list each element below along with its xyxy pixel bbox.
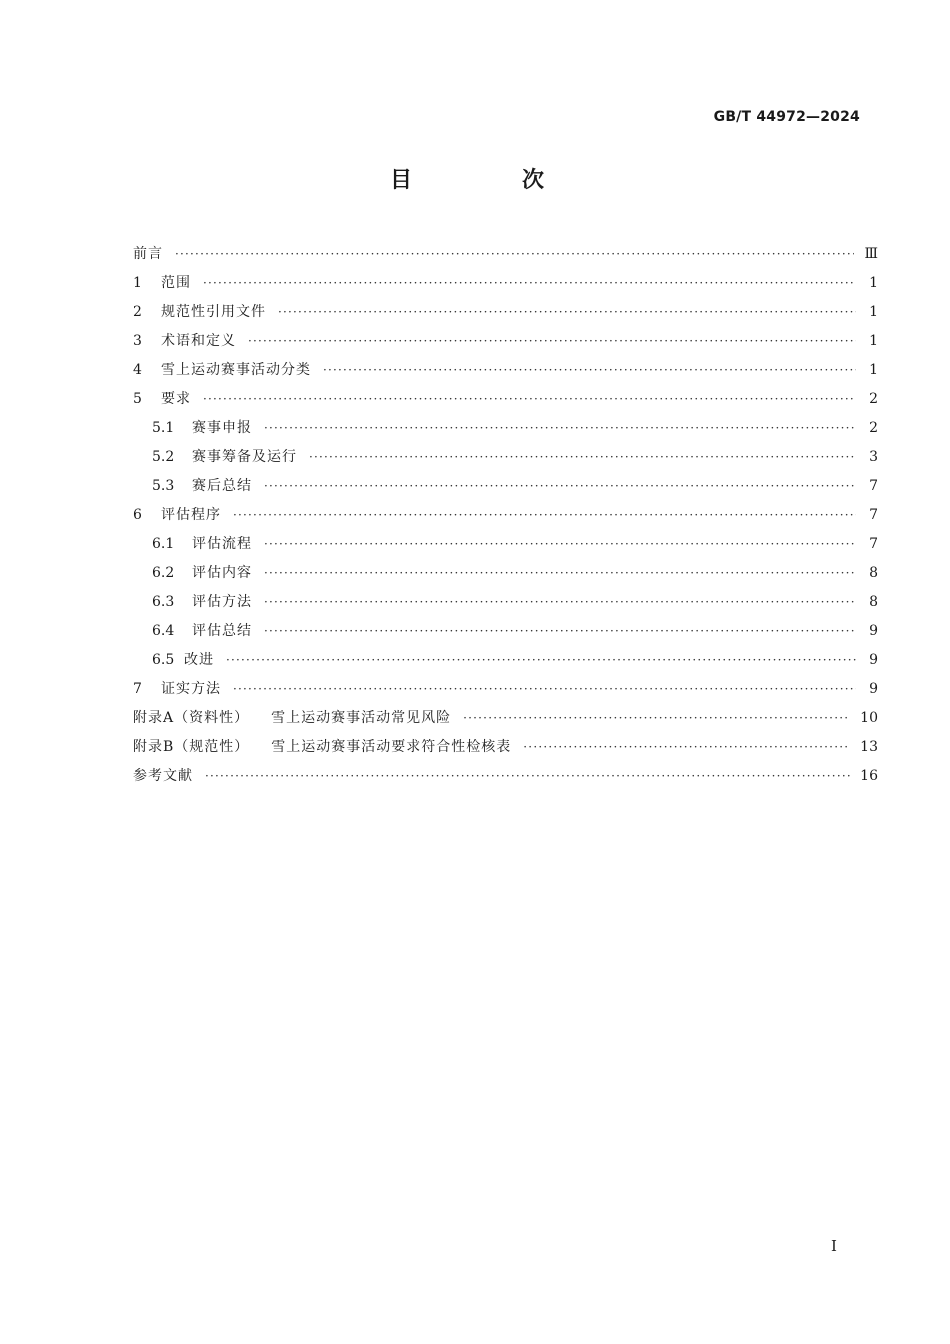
toc-entry-number: 3 (133, 333, 142, 349)
toc-entry-6-4[interactable] (133, 617, 878, 646)
toc-entry-number: 6.1 (152, 536, 175, 552)
toc-annex-type: （资料性） (174, 710, 250, 726)
toc-leader-dots (205, 762, 850, 791)
toc-entry-6-1[interactable] (133, 530, 878, 559)
toc-entry-page: 7 (869, 536, 878, 552)
toc-leader-dots (463, 704, 850, 733)
toc-entry-label: 评估方法 (192, 594, 252, 610)
standard-number: GB/T 44972—2024 (713, 109, 860, 125)
page-number: Ⅰ (831, 1237, 837, 1255)
toc-entry-foreword[interactable] (133, 240, 878, 269)
toc-entry-label: 改进 (184, 652, 214, 668)
toc-entry-label: 赛后总结 (192, 478, 252, 494)
toc-entry-bibliography[interactable] (133, 762, 878, 791)
toc-leader-dots (226, 646, 856, 675)
toc-entry-4[interactable] (133, 356, 878, 385)
toc-entry-number: 7 (133, 681, 142, 697)
toc-entry-page: 9 (869, 623, 878, 639)
toc-entry-number: 附录A (133, 710, 175, 726)
toc-entry-label: 范围 (161, 275, 191, 291)
toc-entry-annex-b[interactable] (133, 733, 878, 762)
toc-entry-5-2[interactable] (133, 443, 878, 472)
toc-entry-page: 2 (869, 391, 878, 407)
toc-annex-type: （规范性） (174, 739, 250, 755)
toc-entry-number: 6.4 (152, 623, 175, 639)
toc-entry-page: 7 (869, 478, 878, 494)
toc-entry-page: Ⅲ (864, 246, 878, 262)
toc-entry-number: 6.5 (152, 652, 175, 668)
toc-entry-label: 参考文献 (133, 768, 193, 784)
toc-entry-label: 赛事筹备及运行 (192, 449, 297, 465)
toc-entry-label: 赛事申报 (192, 420, 252, 436)
toc-entry-3[interactable] (133, 327, 878, 356)
toc-leader-dots (264, 472, 856, 501)
toc-entry-number: 5.1 (152, 420, 175, 436)
toc-entry-6-2[interactable] (133, 559, 878, 588)
toc-entry-number: 2 (133, 304, 142, 320)
toc-leader-dots (203, 269, 856, 298)
toc-entry-annex-a[interactable] (133, 704, 878, 733)
toc-entry-page: 13 (860, 739, 878, 755)
toc-entry-page: 16 (860, 768, 878, 784)
toc-entry-6-3[interactable] (133, 588, 878, 617)
toc-leader-dots (264, 414, 856, 443)
toc-entry-1[interactable] (133, 269, 878, 298)
toc-leader-dots (278, 298, 856, 327)
toc-entry-label: 雪上运动赛事活动常见风险 (271, 710, 452, 726)
toc-entry-label: 评估内容 (192, 565, 252, 581)
toc-entry-number: 5.2 (152, 449, 175, 465)
toc-entry-label: 证实方法 (161, 681, 221, 697)
toc-title: 目 次 (389, 168, 588, 193)
toc-entry-page: 8 (869, 594, 878, 610)
toc-leader-dots (233, 501, 856, 530)
toc-entry-page: 10 (860, 710, 878, 726)
toc-entry-page: 1 (869, 362, 878, 378)
toc-entry-label: 雪上运动赛事活动分类 (161, 362, 311, 378)
toc-entry-label: 要求 (161, 391, 191, 407)
toc-entry-label: 术语和定义 (161, 333, 236, 349)
table-of-contents (133, 240, 878, 791)
toc-entry-5-1[interactable] (133, 414, 878, 443)
toc-entry-2[interactable] (133, 298, 878, 327)
toc-entry-page: 7 (869, 507, 878, 523)
toc-entry-page: 8 (869, 565, 878, 581)
toc-entry-label: 评估总结 (192, 623, 252, 639)
toc-entry-number: 5.3 (152, 478, 175, 494)
toc-leader-dots (309, 443, 856, 472)
toc-entry-number: 1 (133, 275, 142, 291)
toc-entry-number: 6 (133, 507, 142, 523)
toc-entry-page: 2 (869, 420, 878, 436)
toc-entry-number: 6.3 (152, 594, 175, 610)
toc-entry-6-5[interactable] (133, 646, 878, 675)
toc-entry-5[interactable] (133, 385, 878, 414)
toc-entry-label: 前言 (133, 246, 163, 262)
toc-leader-dots (264, 530, 856, 559)
toc-leader-dots (264, 588, 856, 617)
toc-entry-7[interactable] (133, 675, 878, 704)
toc-leader-dots (233, 675, 856, 704)
toc-leader-dots (323, 356, 856, 385)
toc-entry-number: 附录B (133, 739, 175, 755)
toc-entry-label: 雪上运动赛事活动要求符合性检核表 (271, 739, 512, 755)
toc-entry-page: 3 (869, 449, 878, 465)
toc-entry-page: 9 (869, 652, 878, 668)
toc-leader-dots (264, 559, 856, 588)
toc-entry-number: 6.2 (152, 565, 175, 581)
toc-entry-label: 规范性引用文件 (161, 304, 266, 320)
toc-entry-page: 1 (869, 304, 878, 320)
toc-entry-label: 评估程序 (161, 507, 221, 523)
toc-leader-dots (248, 327, 856, 356)
toc-entry-5-3[interactable] (133, 472, 878, 501)
toc-leader-dots (523, 733, 850, 762)
toc-entry-page: 1 (869, 275, 878, 291)
toc-entry-6[interactable] (133, 501, 878, 530)
toc-leader-dots (175, 240, 854, 269)
toc-entry-number: 5 (133, 391, 142, 407)
toc-entry-page: 9 (869, 681, 878, 697)
toc-leader-dots (203, 385, 856, 414)
toc-entry-label: 评估流程 (192, 536, 252, 552)
toc-entry-number: 4 (133, 362, 142, 378)
toc-entry-page: 1 (869, 333, 878, 349)
toc-leader-dots (264, 617, 856, 646)
